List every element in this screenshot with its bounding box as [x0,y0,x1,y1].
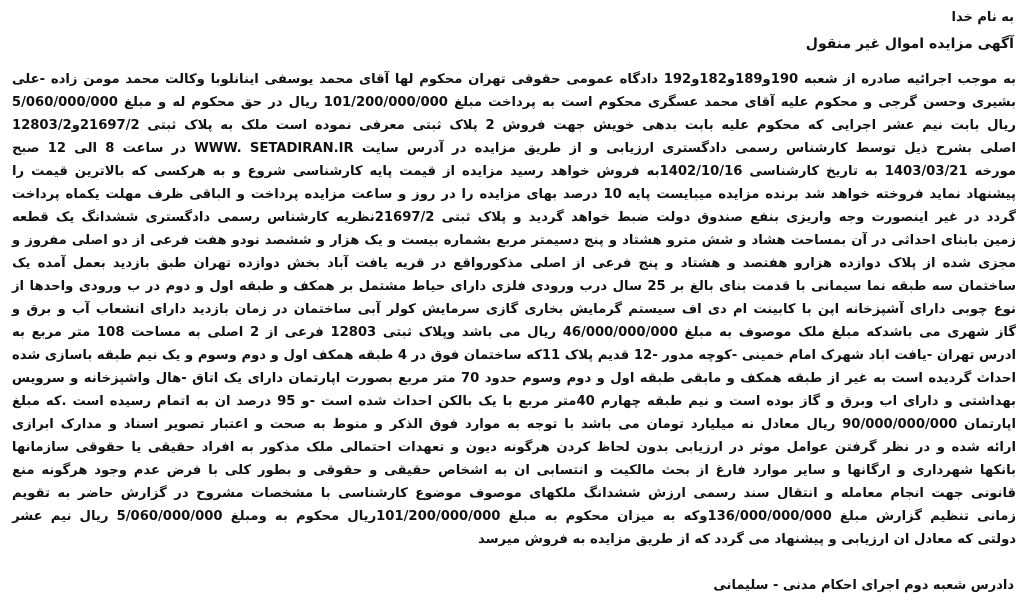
notice-line: ریال بابت نیم عشر اجرایی که محکوم علیه بابت بدهی خویش جهت فروش 2 پلاک ثبتی معرفی نموده است ملک به پلاک ثبتی 21697/2و12803/2 [11,118,1016,133]
notice-line: ساختمان سه طبقه نما سیمانی با قدمت بنای بالغ بر 25 سال درب ورودی فلزی دارای حیاط مشتمل بر همکف و طبقه اول و دوم در ب ورودی واحدها از [11,279,1016,294]
signature-line: دادرس شعبه دوم اجرای احکام مدنی - سلیمانی [713,578,1014,593]
notice-title: آگهی مزایده اموال غیر منقول [805,36,1014,52]
notice-line: گاز شهری می باشدکه مبلغ ملک موصوف به مبلغ 46/000/000/000 ریال می باشد وپلاک ثبتی 12803 فرعی از 2 اصلی به مساحت 108 متر مربع به [12,325,1016,340]
notice-line: گردد در غیر اینصورت وجه واریزی بنفع صندوق دولت ضبط خواهد گردید و پلاک ثبتی 21697/2نظریه کارشناس رسمی دادگستری ششدانگ یک قطعه [11,210,1016,225]
notice-line: اصلی بشرح ذیل توسط کارشناس رسمی دادگستری ارزیابی و از طریق مزایده در آدرس سایت WWW. SETADIRAN.IR در ساعت 8 الی 12 صبح [11,141,1016,156]
notice-line: زمانی تنظیم گزارش مبلغ 136/000/000/000وکه به میزان محکوم به مبلغ 101/200/000/000ریال محکوم به ومبلغ 5/060/000/000 ریال نیم عشر [12,509,1016,524]
notice-line: بشیری وحسن گرجی و محکوم علیه آقای محمد عسگری محکوم است به پرداخت مبلغ 101/200/000/000 ریال در حق محکوم له و مبلغ 5/060/000/000 [11,95,1016,110]
notice-line-last: دولتی که معادل ان ارزیابی و پیشنهاد می گردد که از طریق مزایده به فروش میرسد [477,532,1016,547]
notice-line: بانکها شهرداری و ارگانها و سایر موارد فارغ از بحث مالکیت و انتسابی ان به اشخاص حقیقی و حقوقی و بطور کلی با فرض عدم وجود هرگونه منع [12,463,1016,478]
notice-line: احداث گردیده است به غیر از طبقه همکف و مابقی طبقه اول و دوم وسوم حدود 70 متر مربع بصورت اپارتمان دارای یک اتاق -هال واشپزخانه و سرویس [11,371,1016,386]
notice-line: مورخه 1403/03/21 به تاریخ کارشناسی 1402/10/16به فروش خواهد رسید مزایده از قیمت پایه کارشناسی شروع و به هرکسی که بالاترین قیمت را [12,164,1016,179]
notice-line: پیشنهاد نماید فروخته خواهد شد برنده مزایده میبایست پایه 10 درصد بهای مزایده را در روز و ساعت مزایده پرداخت و الباقی ظرف مهلت یکماه پرداخت [11,187,1016,202]
bismillah-heading: به نام خدا [951,10,1014,25]
notice-line: ارائه شده و در نظر گرفتن عوامل موثر در ارزیابی بدون لحاظ کردن هرگونه دیون و تعهدات احتمالی ملک مذکور به افراد حقیقی یا حقوقی سازمانها [11,440,1016,455]
notice-line: قانونی جهت انجام معامله و انتقال سند رسمی ارزش ششدانگ ملکهای موصوف موضوع کارشناسی با مشخصات مشروح در گزارش حاضر به تقویم [12,486,1016,501]
notice-line: بهداشتی و دارای اب وبرق و گاز بوده است و نیم طبقه چهارم 40متر مربع با یک بالکن احداث شده است -و 95 درصد ان به اتمام رسیده است .که مبلغ [11,394,1016,409]
notice-line: ادرس تهران -یافت اباد شهرک امام خمینی -کوچه مدور -12 قدیم پلاک 11که ساختمان فوق در 4 طبقه همکف اول و دوم وسوم و یک نیم طبقه باسازی شده [12,348,1016,363]
notice-line: زمین بابنای احداثی در آن بمساحت هشاد و شش مترو هشتاد و پنج دسیمتر مربع بشماره بیست و یک هزار و ششصد نودو هفت فرعی از دو اصلی مفروز و [12,233,1016,248]
notice-line: اپارتمان 90/000/000/000 ریال معادل نه میلیارد تومان می باشد با توجه به موارد فوق الذکر و منوط به صحت و اعتبار تصویر اسناد و مدارک ابرازی [12,417,1016,432]
notice-line: به موجب اجرائیه صادره از شعبه 190و189و182و192 دادگاه عمومی حقوقی تهران محکوم لها آقای محمد یوسفی اینانلوبا وکالت محمد مومن زاده -علی [11,72,1016,87]
notice-line: نوع چوبی دارای آشپزخانه اپن با کابینت ام دی اف سیستم گرمایش بخاری گازی سرمایش کولر آبی ساختمان در زمان بازدید دارای انشعاب آب و برق و [11,302,1016,317]
notice-line: مجزی شده از پلاک دوازده هزارو هفتصد و هشتاد و پنج فرعی از اصلی مذکورواقع در قریه یافت آباد بخش دوازده تهران طبق بازدید بعمل آمده یک [12,256,1016,271]
notice-body [8,68,1016,551]
